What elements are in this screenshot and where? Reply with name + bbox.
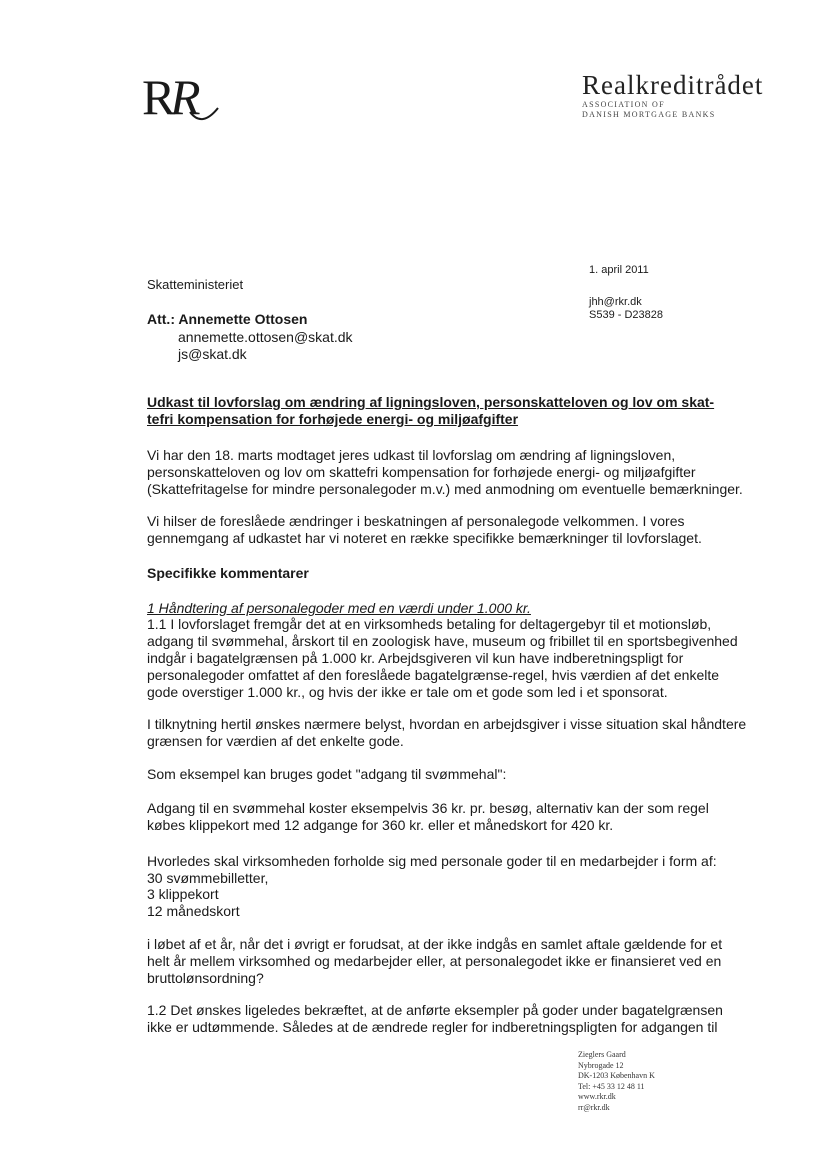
footer-line: Nybrogade 12 — [578, 1060, 624, 1070]
sender-email: jhh@rkr.dk — [589, 296, 642, 308]
letter-date: 1. april 2011 — [589, 264, 649, 276]
organization-subtitle-1: ASSOCIATION OF — [582, 100, 665, 109]
footer-line: rr@rkr.dk — [578, 1102, 610, 1112]
organization-subtitle-2: DANISH MORTGAGE BANKS — [582, 110, 716, 119]
svg-text:R: R — [170, 69, 201, 125]
paragraph-question: Hvorledes skal virksomheden forholde sig med personale goder til en medarbejder i form af: — [147, 853, 717, 869]
paragraph-1-1: 1.1 I lovforslaget fremgår det at en virksomheds betaling for deltagergebyr til et motionsløb, adgang til svømmehal, årskort til en zoologisk have, museum og fribillet til en sportsbegivenhed indgår i bagatelgrænsen på 1.000 kr. Arbejdsgiveren vil kun have indberetningspligt for personalegoder omfattet af den foreslåede bagatelgrænse-regel, hvis værdien af det enkelte gode overstiger 1.000 kr., og hvis der ikke er tale om et gode som led i et sponsorat. — [147, 616, 738, 700]
attention-email-1: annemette.ottosen@skat.dk — [178, 329, 353, 345]
footer-line: www.rkr.dk — [578, 1092, 616, 1101]
footer-line: DK-1203 København K — [578, 1071, 655, 1080]
svg-text:R: R — [142, 69, 176, 125]
paragraph-intro: Vi har den 18. marts modtaget jeres udkast til lovforslag om ændring af ligningsloven, personskatteloven og lov om skattefri kompensation for forhøjede energi- og miljøafgifter (Skattefritagelse for mindre personalegoder m.v.) med anmodning om eventuelle bemærkninger. — [147, 447, 743, 497]
paragraph-welcome: Vi hilser de foreslåede ændringer i beskatningen af personalegode velkommen. I vores gennemgang af udkastet har vi noteret en række specifikke bemærkninger til lovforslaget. — [147, 513, 702, 546]
paragraph-condition: i løbet af et år, når det i øvrigt er forudsat, at der ikke indgås en samlet aftale gældende for et helt år mellem virksomhed og medarbejder eller, at personalegodet ikke er finansieret ved en bruttolønsordning? — [147, 936, 723, 986]
footer-line: Zieglers Gaard — [578, 1050, 626, 1059]
sub-heading: 1 Håndtering af personalegoder med en værdi under 1.000 kr. — [147, 600, 531, 616]
list-item: 30 svømmebilletter, — [147, 870, 269, 886]
letter-subject — [147, 394, 747, 428]
paragraph-1-2: 1.2 Det ønskes ligeledes bekræftet, at de anførte eksempler på goder under bagatelgrænsen ikke er udtømmende. Således at de ændrede regler for indberetningspligten for adgangen til — [147, 1002, 723, 1035]
section-heading: Specifikke kommentarer — [147, 565, 309, 581]
organization-header — [582, 70, 802, 120]
list-item: 12 månedskort — [147, 903, 240, 919]
rr-logo — [140, 68, 220, 128]
paragraph-example: Som eksempel kan bruges godet "adgang til svømmehal": — [147, 766, 507, 782]
subject-line-1: Udkast til lovforslag om ændring af ligningsloven, personskatteloven og lov om skat- — [147, 394, 715, 410]
subject-line-2: tefri kompensation for forhøjede energi- og miljøafgifter — [147, 411, 519, 427]
addressee-name: Skatteministeriet — [147, 277, 244, 292]
attention-line: Att.: Annemette Ottosen — [147, 311, 308, 327]
paragraph-clarification: I tilknytning hertil ønskes nærmere belyst, hvordan en arbejdsgiver i visse situation skal håndtere grænsen for værdien af det enkelte gode. — [147, 716, 747, 749]
reference-number: S539 - D23828 — [589, 309, 663, 321]
footer-address — [578, 1050, 655, 1113]
paragraph-price: Adgang til en svømmehal koster eksempelvis 36 kr. pr. besøg, alternativ kan der som regel købes klippekort med 12 adgange for 360 kr. eller et månedskort for 420 kr. — [147, 800, 709, 833]
list-item: 3 klippekort — [147, 886, 219, 902]
organization-name: Realkreditrådet — [582, 70, 764, 100]
attention-email-2: js@skat.dk — [178, 346, 247, 362]
footer-line: Tel: +45 33 12 48 11 — [578, 1081, 645, 1091]
